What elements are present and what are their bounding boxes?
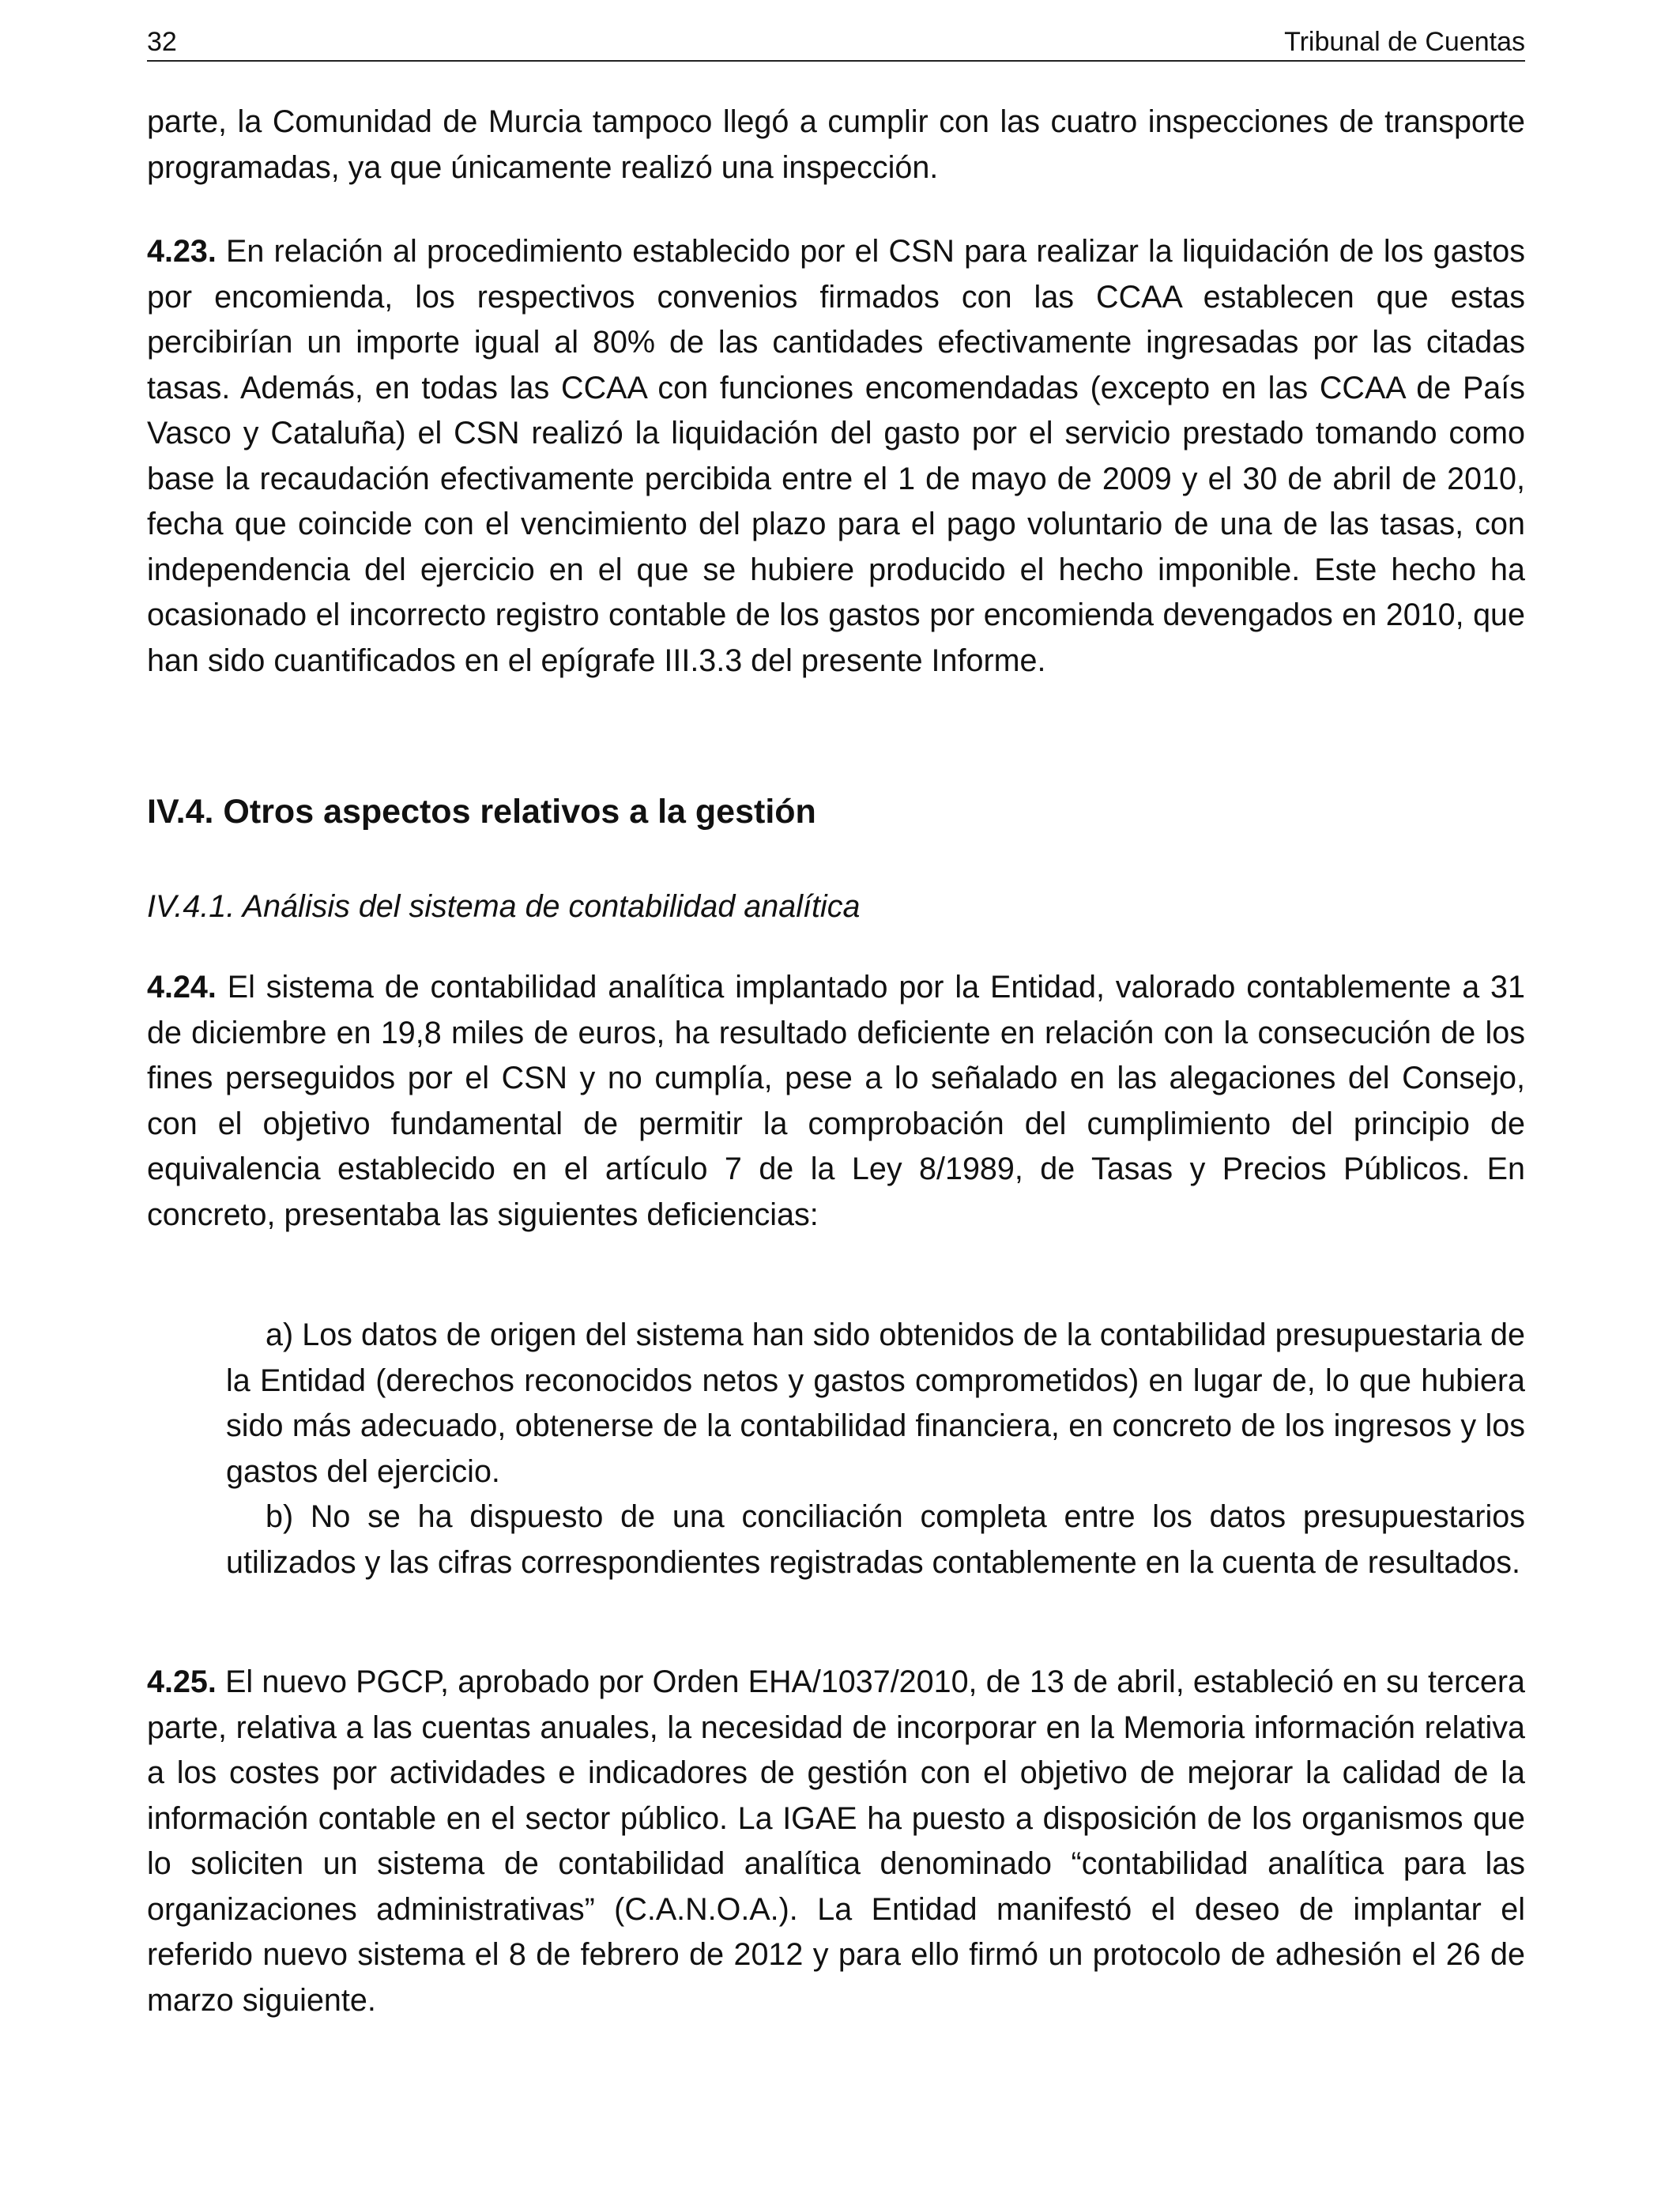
paragraph-text: En relación al procedimiento establecido por el CSN para realizar la liquidación de los gastos por encomienda, los respectivos convenios firmados con las CCAA establecen que estas percibirían un importe igual al 80% de las cantidades efectivamente ingresadas por las citadas tasas. Además, en todas las CCAA con funciones encomendadas (excepto en las CCAA de País Vasco y Cataluña) el CSN realizó la liquidación del gasto por el servicio prestado tomando como base la recaudación efectivamente percibida entre el 1 de mayo de 2009 y el 30 de abril de 2010, fecha que coincide con el vencimiento del plazo para el pago voluntario de una de las tasas, con independencia del ejercicio en el que se hubiere producido el hecho imponible. Este hecho ha ocasionado el incorrecto registro contable de los gastos por encomienda devengados en 2010, que han sido cuantificados en el epígrafe III.3.3 del presente Informe.	[147, 234, 1525, 678]
paragraph-text: El nuevo PGCP, aprobado por Orden EHA/1037/2010, de 13 de abril, estableció en su tercera parte, relativa a las cuentas anuales, la necesidad de incorporar en la Memoria información relativa a los costes por actividades e indicadores de gestión con el objetivo de mejorar la calidad de la información contable en el sector público. La IGAE ha puesto a disposición de los organismos que lo soliciten un sistema de contabilidad analítica denominado “contabilidad analítica para las organizaciones administrativas” (C.A.N.O.A.). La Entidad manifestó el deseo de implantar el referido nuevo sistema el 8 de febrero de 2012 y para ello firmó un protocolo de adhesión el 26 de marzo siguiente.	[147, 1664, 1525, 2018]
paragraph-4-23	[147, 229, 1525, 684]
deficiency-list	[226, 1313, 1525, 1585]
paragraph-text: El sistema de contabilidad analítica implantado por la Entidad, valorado contablemente a 31 de diciembre en 19,8 miles de euros, ha resultado deficiente en relación con la consecución de los fines perseguidos por el CSN y no cumplía, pese a lo señalado en las alegaciones del Consejo, con el objetivo fundamental de permitir la comprobación del cumplimiento del principio de equivalencia establecido en el artículo 7 de la Ley 8/1989, de Tasas y Precios Públicos. En concreto, presentaba las siguientes deficiencias:	[147, 970, 1525, 1232]
section-title: IV.4. Otros aspectos relativos a la gestión	[147, 793, 816, 831]
subsection-title: IV.4.1. Análisis del sistema de contabilidad analítica	[147, 889, 861, 924]
paragraph-4-25	[147, 1660, 1525, 2023]
page-header	[147, 24, 1525, 62]
paragraph-number: 4.24.	[147, 970, 217, 1005]
header-organization: Tribunal de Cuentas	[1284, 27, 1525, 57]
paragraph-number: 4.25.	[147, 1664, 217, 1699]
paragraph-number: 4.23.	[147, 234, 217, 269]
list-item: b) No se ha dispuesto de una conciliación completa entre los datos presupuestarios utilizados y las cifras correspondientes registradas contablemente en la cuenta de resultados.	[226, 1499, 1525, 1580]
list-item: a) Los datos de origen del sistema han sido obtenidos de la contabilidad presupuestaria de la Entidad (derechos reconocidos netos y gastos comprometidos) en lugar de, lo que hubiera sido más adecuado, obtenerse de la contabilidad financiera, en concreto de los ingresos y los gastos del ejercicio.	[226, 1318, 1525, 1489]
page-number: 32	[147, 27, 177, 57]
continuation-paragraph: parte, la Comunidad de Murcia tampoco llegó a cumplir con las cuatro inspecciones de transporte programadas, ya que únicamente realizó una inspección.	[147, 104, 1525, 185]
paragraph-4-24	[147, 965, 1525, 1238]
